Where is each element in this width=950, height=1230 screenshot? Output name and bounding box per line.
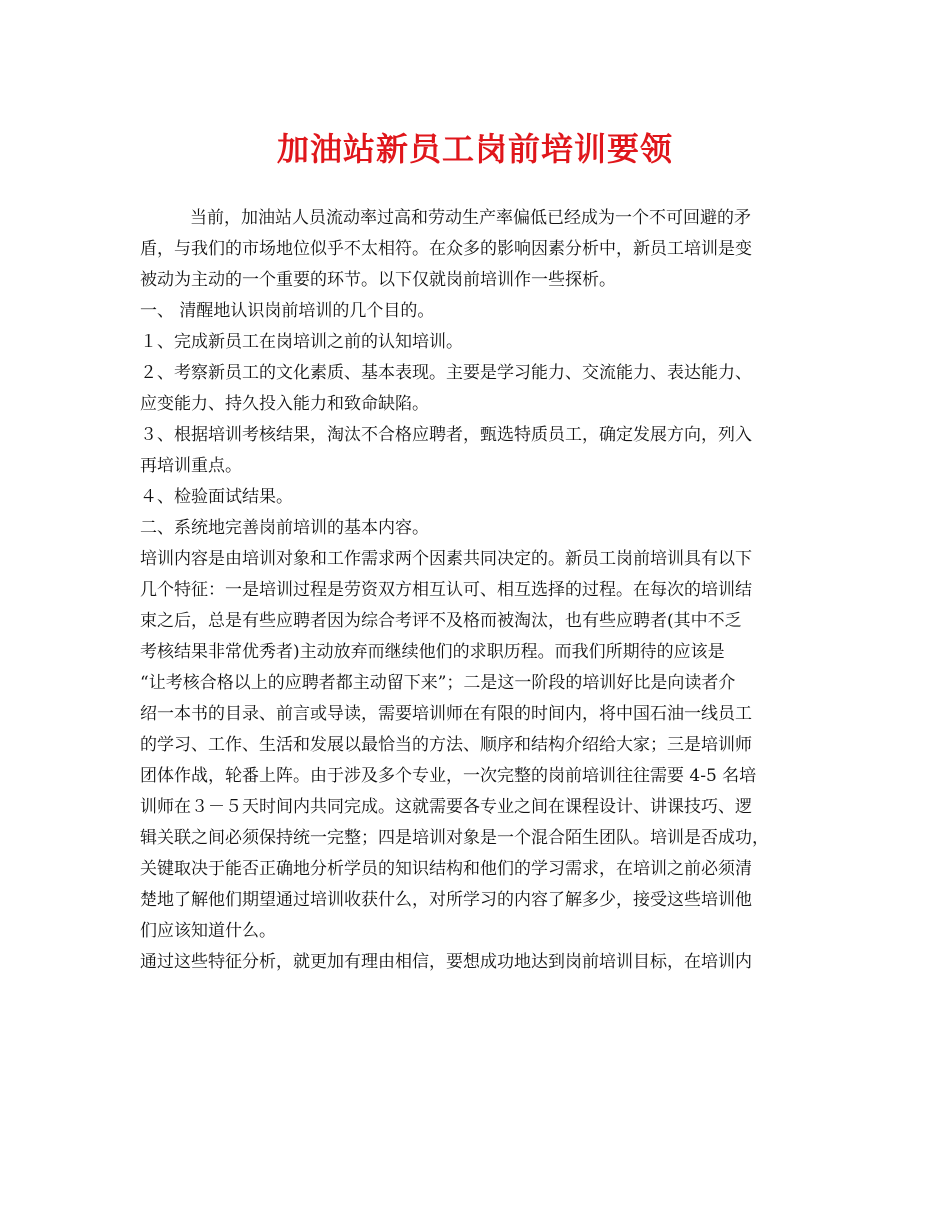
section-heading-1: 一、 清醒地认识岗前培训的几个目的。	[140, 301, 435, 321]
list-item-4: ４、检验面试结果。	[140, 487, 293, 507]
text-line: 绍一本书的目录、前言或导读，需要培训师在有限的时间内，将中国石油一线员工	[140, 704, 752, 724]
text-line: 关键取决于能否正确地分析学员的知识结构和他们的学习需求，在培训之前必须清	[140, 859, 752, 879]
text-line: 盾，与我们的市场地位似乎不太相符。在众多的影响因素分析中，新员工培训是变	[140, 239, 752, 259]
text-line: 们应该知道什么。	[140, 921, 276, 941]
section-heading-2: 二、系统地完善岗前培训的基本内容。	[140, 518, 429, 538]
list-item-2: ２、考察新员工的文化素质、基本表现。主要是学习能力、交流能力、表达能力、	[140, 363, 752, 383]
text-line: “让考核合格以上的应聘者都主动留下来”；二是这一阶段的培训好比是向读者介	[140, 673, 736, 693]
text-line: 培训内容是由培训对象和工作需求两个因素共同决定的。新员工岗前培训具有以下	[140, 549, 752, 569]
text-line: 楚地了解他们期望通过培训收获什么，对所学习的内容了解多少，接受这些培训他	[140, 890, 752, 910]
text-line: 束之后，总是有些应聘者因为综合考评不及格而被淘汰，也有些应聘者(其中不乏	[140, 611, 742, 631]
text-line: 再培训重点。	[140, 456, 242, 476]
text-line: 几个特征：一是培训过程是劳资双方相互认可、相互选择的过程。在每次的培训结	[140, 580, 752, 600]
text-line: 被动为主动的一个重要的环节。以下仅就岗前培训作一些探析。	[140, 270, 616, 290]
document-body	[140, 203, 830, 978]
text-line: 训师在３－５天时间内共同完成。这就需要各专业之间在课程设计、讲课技巧、逻	[140, 797, 752, 817]
text-line: 考核结果非常优秀者)主动放弃而继续他们的求职历程。而我们所期待的应该是	[140, 642, 725, 662]
text-line: 应变能力、持久投入能力和致命缺陷。	[140, 394, 429, 414]
text-line: 团体作战，轮番上阵。由于涉及多个专业，一次完整的岗前培训往往需要 4-5 名培	[140, 766, 757, 786]
text-line: 当前，加油站人员流动率过高和劳动生产率偏低已经成为一个不可回避的矛	[190, 208, 751, 228]
list-item-1: １、完成新员工在岗培训之前的认知培训。	[140, 332, 463, 352]
document-title: 加油站新员工岗前培训要领	[276, 130, 673, 168]
text-line: 辑关联之间必须保持统一完整；四是培训对象是一个混合陌生团队。培训是否成功，	[140, 828, 769, 848]
list-item-3: ３、根据培训考核结果，淘汰不合格应聘者，甄选特质员工，确定发展方向，列入	[140, 425, 752, 445]
text-line: 的学习、工作、生活和发展以最恰当的方法、顺序和结构介绍给大家；三是培训师	[140, 735, 752, 755]
text-line: 通过这些特征分析，就更加有理由相信，要想成功地达到岗前培训目标，在培训内	[140, 952, 752, 972]
